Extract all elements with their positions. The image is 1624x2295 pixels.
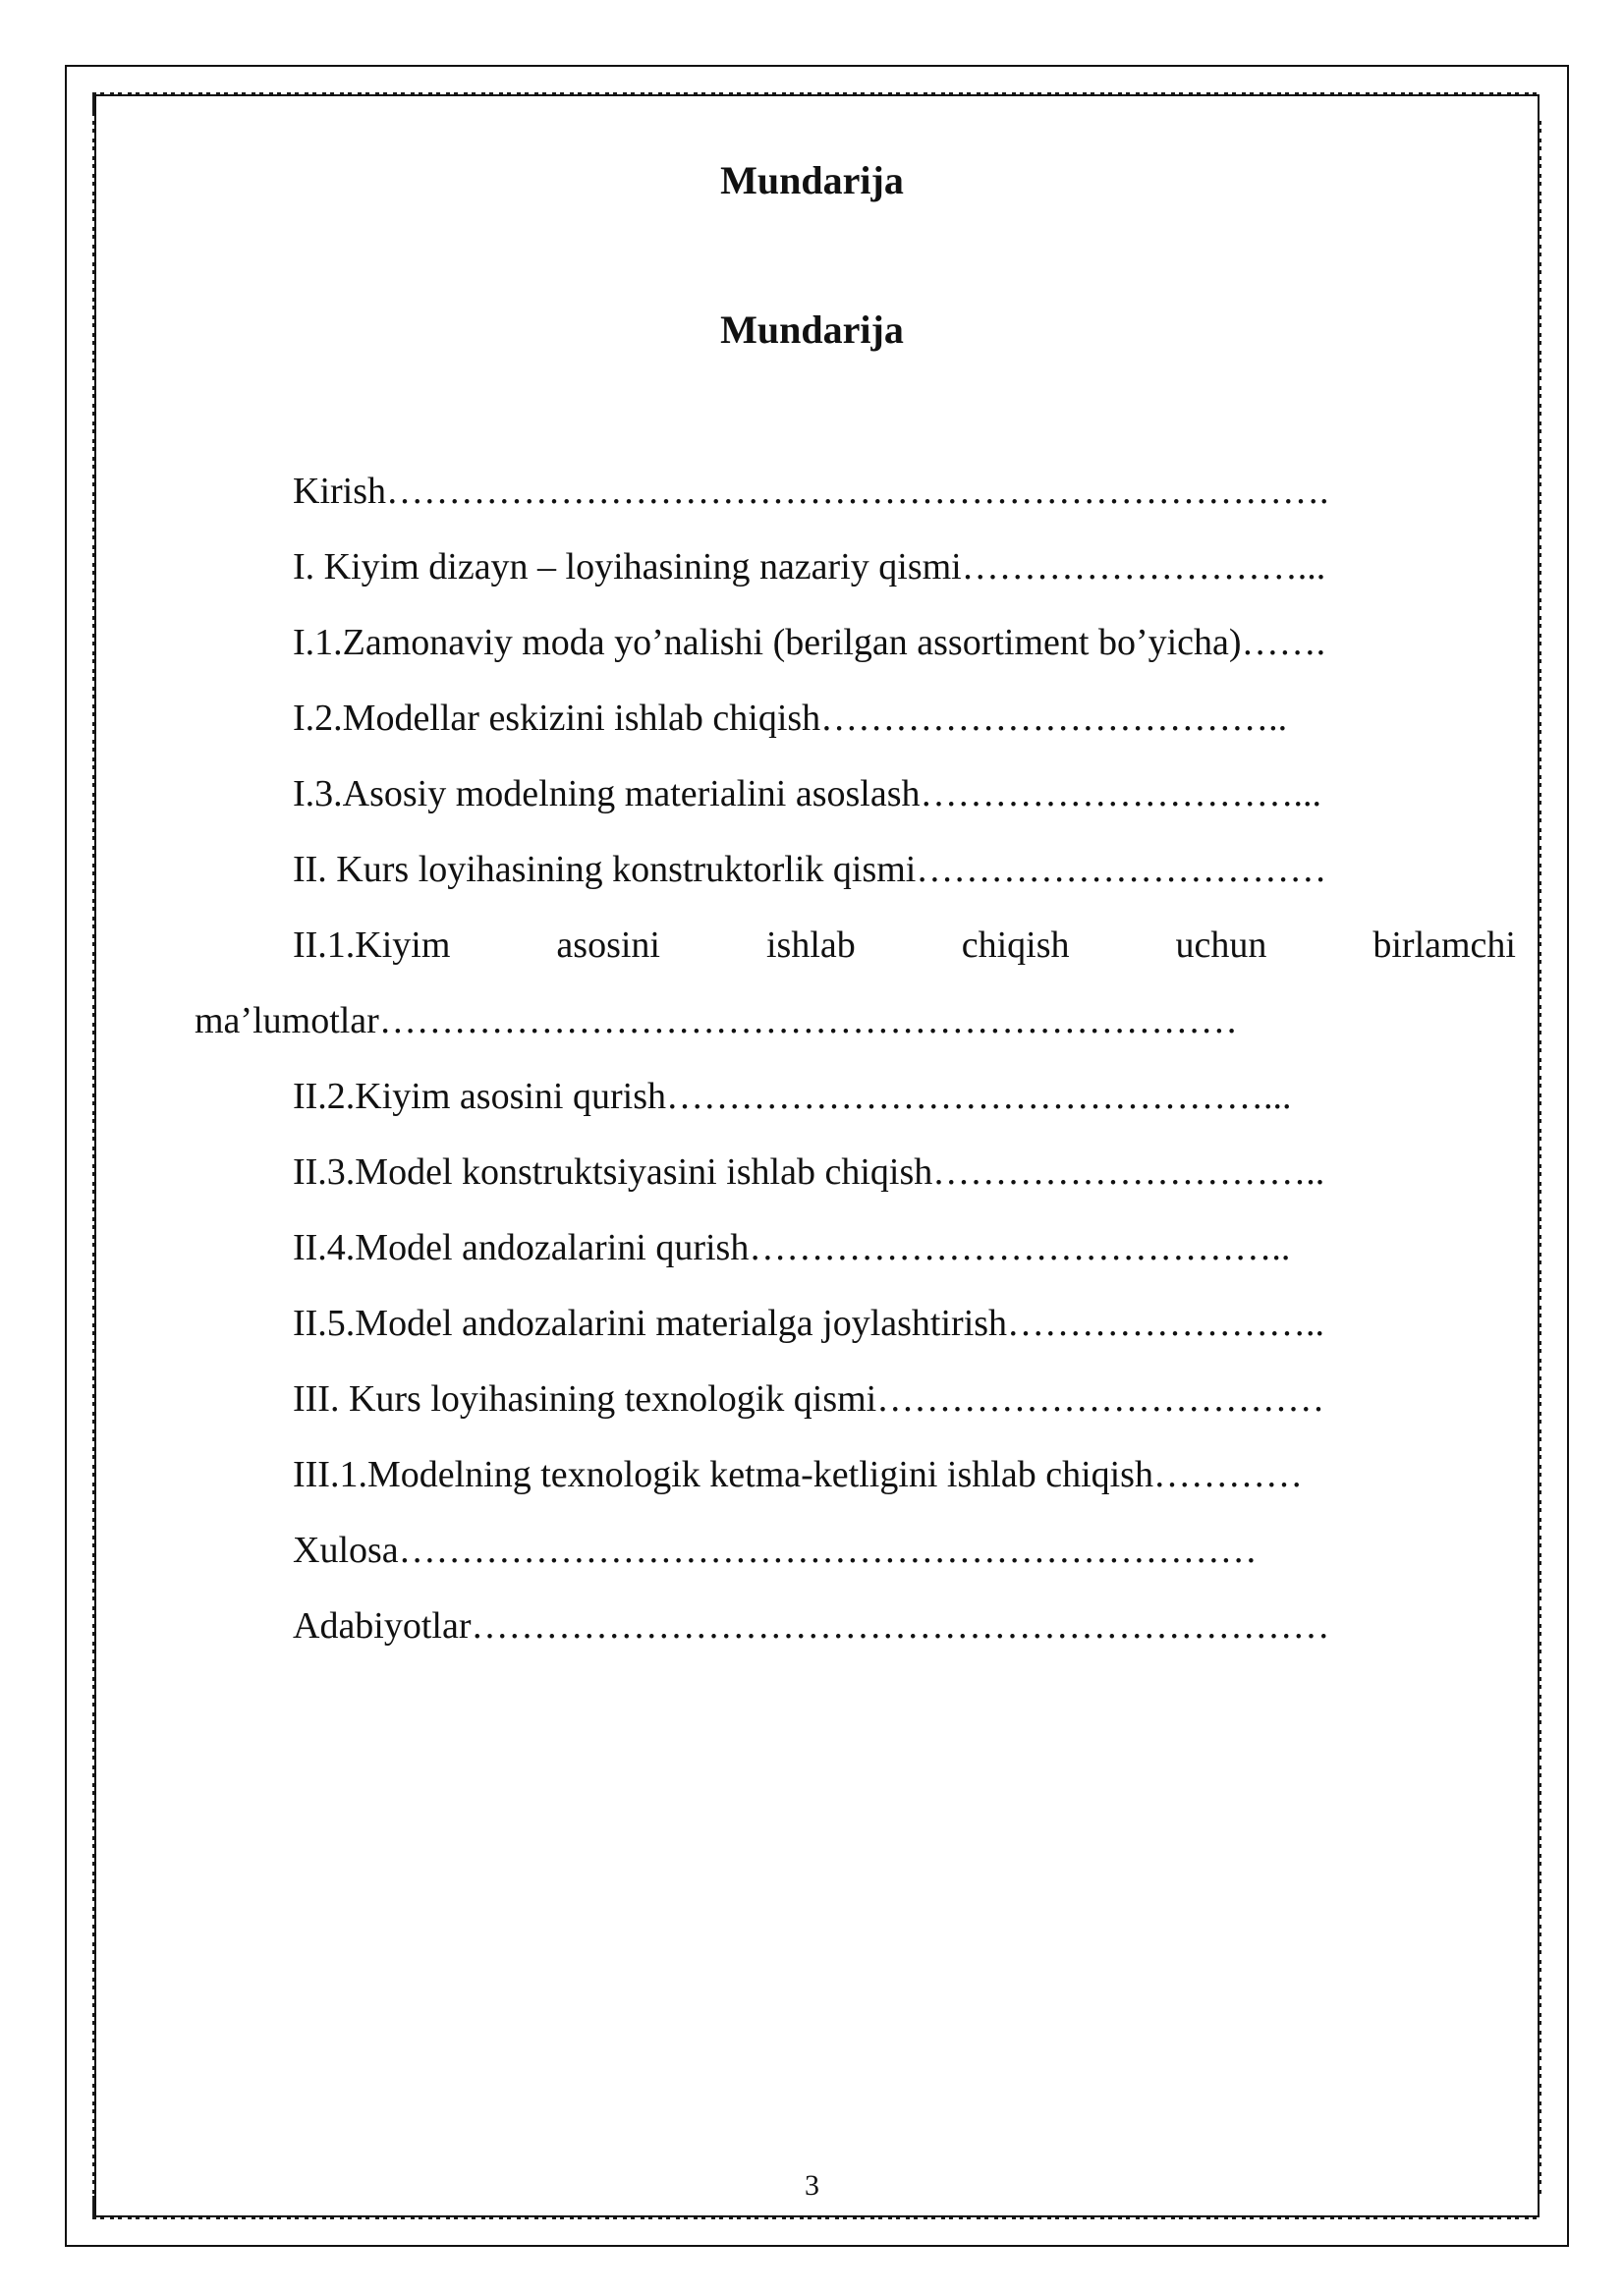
table-of-contents — [195, 454, 1516, 1664]
toc-item[interactable]: Xulosa…………………………………………………………… — [293, 1530, 1258, 1571]
toc-item[interactable]: Adabiyotlar…………………………………………………………… — [293, 1605, 1330, 1647]
toc-item[interactable]: II.2.Kiyim asosini qurish…………………………………………... — [293, 1076, 1292, 1117]
toc-item[interactable]: I.3.Asosiy modelning materialini asoslash…………………………... — [293, 773, 1322, 814]
toc-item[interactable]: I. Kiyim dizayn – loyihasining nazariy qismi………………………... — [293, 546, 1326, 588]
toc-item[interactable]: III. Kurs loyihasining texnologik qismi……………………………… — [293, 1378, 1325, 1420]
page-number: 3 — [805, 2169, 819, 2202]
toc-word: II.1.Kiyim — [293, 924, 451, 966]
toc-item[interactable]: III.1.Modelning texnologik ketma-ketligini ishlab chiqish………… — [293, 1454, 1303, 1495]
page-title: Mundarija — [720, 158, 904, 202]
toc-word: uchun — [1175, 924, 1267, 966]
toc-item[interactable]: II.4.Model andozalarini qurish…………………………………….. — [293, 1227, 1291, 1268]
toc-item[interactable]: Kirish…………………………………………………………………. — [293, 471, 1329, 512]
toc-item[interactable]: II.3.Model konstruktsiyasini ishlab chiqish………………………….. — [293, 1151, 1325, 1193]
toc-item[interactable]: II.5.Model andozalarini materialga joylashtirish…………………….. — [293, 1303, 1325, 1344]
toc-word: ishlab — [765, 924, 856, 966]
toc-item[interactable]: II. Kurs loyihasining konstruktorlik qismi…………………………… — [293, 849, 1327, 890]
toc-word: asosini — [556, 924, 660, 966]
toc-item[interactable]: I.1.Zamonaviy moda yo’nalishi (berilgan assortiment bo’yicha)……. — [293, 622, 1326, 663]
toc-word: birlamchi — [1372, 924, 1516, 966]
toc-title: Mundarija — [720, 308, 904, 352]
toc-item[interactable]: I.2.Modellar eskizini ishlab chiqish……………………………….. — [293, 698, 1288, 739]
toc-word: chiqish — [961, 924, 1070, 966]
toc-item-justified[interactable] — [195, 908, 1516, 983]
toc-item-continuation[interactable]: ma’lumotlar…………………………………………………………… — [195, 1000, 1238, 1041]
